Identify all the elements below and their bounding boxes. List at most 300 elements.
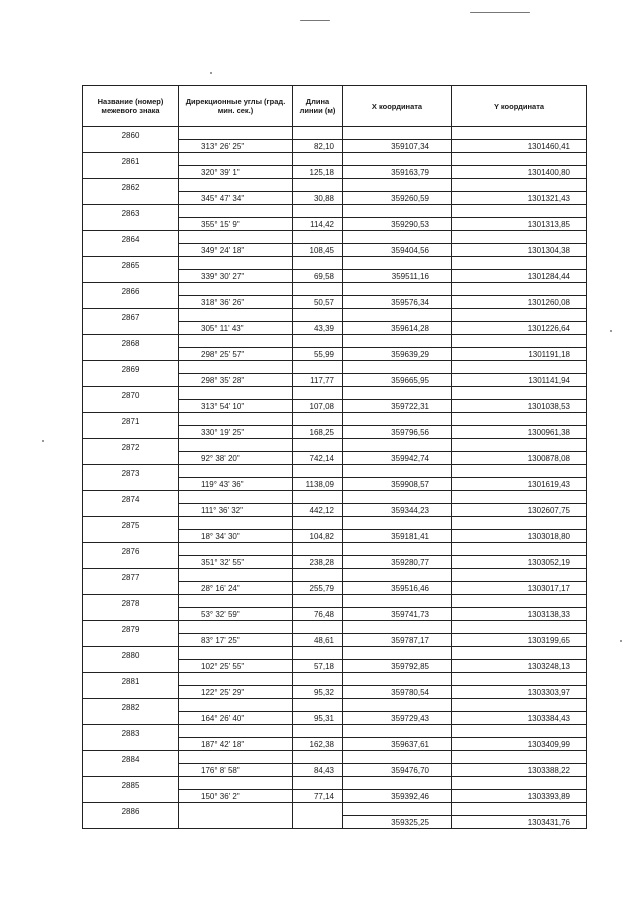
empty-cell [179,569,293,582]
table-row [83,387,587,400]
empty-cell [293,777,343,790]
mark-name-cell: 2864 [83,231,179,244]
mark-name-spacer [83,140,179,153]
mark-name-spacer [83,764,179,777]
empty-cell [343,439,452,452]
table-row [83,725,587,738]
y-coordinate-cell: 1301226,64 [452,322,587,335]
empty-cell [179,127,293,140]
table-row [83,491,587,504]
empty-cell [293,179,343,192]
segment-length-cell: 117,77 [293,374,343,387]
x-coordinate-cell: 359404,56 [343,244,452,257]
empty-cell [452,387,587,400]
segment-angle-cell: 164° 26' 40" [179,712,293,725]
x-coordinate-cell: 359107,34 [343,140,452,153]
segment-length-cell: 114,42 [293,218,343,231]
mark-name-spacer [83,322,179,335]
empty-cell [343,413,452,426]
x-coordinate-cell: 359163,79 [343,166,452,179]
table-row [83,621,587,634]
empty-cell [293,621,343,634]
empty-cell [452,725,587,738]
table-row [83,777,587,790]
empty-cell [343,283,452,296]
empty-cell [293,491,343,504]
empty-cell [343,543,452,556]
mark-name-spacer [83,348,179,361]
empty-cell [452,413,587,426]
mark-name-spacer [83,270,179,283]
segment-length-cell: 107,08 [293,400,343,413]
y-coordinate-cell: 1303017,17 [452,582,587,595]
y-coordinate-cell: 1301400,80 [452,166,587,179]
empty-cell [179,517,293,530]
x-coordinate-cell: 359942,74 [343,452,452,465]
empty-cell [343,751,452,764]
empty-cell [293,127,343,140]
y-coordinate-cell: 1303431,76 [452,816,587,829]
mark-name-cell: 2877 [83,569,179,582]
mark-name-cell: 2880 [83,647,179,660]
empty-cell [343,179,452,192]
empty-cell [343,647,452,660]
x-coordinate-cell: 359787,17 [343,634,452,647]
empty-cell [179,335,293,348]
empty-cell [343,387,452,400]
segment-angle-cell: 53° 32' 59" [179,608,293,621]
y-coordinate-cell: 1303018,80 [452,530,587,543]
empty-cell [343,335,452,348]
y-coordinate-cell: 1303248,13 [452,660,587,673]
segment-length-cell: 95,32 [293,686,343,699]
empty-cell [343,803,452,816]
empty-cell [343,491,452,504]
mark-name-cell: 2860 [83,127,179,140]
table-row [83,647,587,660]
table-row [83,283,587,296]
empty-cell [293,335,343,348]
empty-cell [452,673,587,686]
mark-name-spacer [83,192,179,205]
mark-name-spacer [83,608,179,621]
segment-angle-cell: 18° 34' 30" [179,530,293,543]
table-row [83,335,587,348]
empty-cell [179,673,293,686]
segment-angle-cell: 298° 35' 28" [179,374,293,387]
empty-cell [343,361,452,374]
empty-cell [179,816,293,829]
empty-cell [293,673,343,686]
empty-cell [343,777,452,790]
empty-cell [293,465,343,478]
empty-cell [179,751,293,764]
empty-cell [179,647,293,660]
empty-cell [452,569,587,582]
x-coordinate-cell: 359260,59 [343,192,452,205]
x-coordinate-cell: 359908,57 [343,478,452,491]
segment-length-cell: 108,45 [293,244,343,257]
empty-cell [293,543,343,556]
table-body [83,127,587,829]
empty-cell [179,803,293,816]
segment-angle-cell: 318° 36' 26" [179,296,293,309]
mark-name-spacer [83,530,179,543]
x-coordinate-cell: 359516,46 [343,582,452,595]
mark-name-cell: 2881 [83,673,179,686]
x-coordinate-cell: 359280,77 [343,556,452,569]
mark-name-cell: 2885 [83,777,179,790]
segment-length-cell: 442,12 [293,504,343,517]
table-row [83,803,587,816]
segment-length-cell: 57,18 [293,660,343,673]
x-coordinate-cell: 359614,28 [343,322,452,335]
x-coordinate-cell: 359665,95 [343,374,452,387]
mark-name-cell: 2868 [83,335,179,348]
empty-cell [452,361,587,374]
empty-cell [452,465,587,478]
empty-cell [179,439,293,452]
coordinates-table [82,85,587,829]
empty-cell [293,699,343,712]
empty-cell [452,231,587,244]
x-coordinate-cell: 359796,56 [343,426,452,439]
table-row [83,361,587,374]
mark-name-cell: 2875 [83,517,179,530]
table-row [83,699,587,712]
header-y-coordinate: Y координата [452,86,587,127]
empty-cell [343,621,452,634]
empty-cell [343,309,452,322]
table-row [83,517,587,530]
y-coordinate-cell: 1301460,41 [452,140,587,153]
y-coordinate-cell: 1300878,08 [452,452,587,465]
empty-cell [452,439,587,452]
mark-name-spacer [83,634,179,647]
segment-length-cell: 55,99 [293,348,343,361]
header-line-length: Длина линии (м) [293,86,343,127]
mark-name-spacer [83,296,179,309]
segment-angle-cell: 119° 43' 36" [179,478,293,491]
empty-cell [452,803,587,816]
mark-name-spacer [83,218,179,231]
y-coordinate-cell: 1303393,89 [452,790,587,803]
segment-angle-cell: 102° 25' 55" [179,660,293,673]
table-row [83,543,587,556]
empty-cell [293,387,343,400]
empty-cell [343,257,452,270]
table-row [83,179,587,192]
segment-length-cell: 1138,09 [293,478,343,491]
x-coordinate-cell: 359639,29 [343,348,452,361]
empty-cell [452,595,587,608]
mark-name-cell: 2876 [83,543,179,556]
table-header-row [83,86,587,127]
empty-cell [179,543,293,556]
empty-cell [179,491,293,504]
table-row [83,257,587,270]
x-coordinate-cell: 359325,25 [343,816,452,829]
segment-angle-cell: 339° 30' 27" [179,270,293,283]
y-coordinate-cell: 1303384,43 [452,712,587,725]
segment-length-cell: 30,88 [293,192,343,205]
mark-name-spacer [83,712,179,725]
table-row [83,634,587,647]
table-row [83,660,587,673]
empty-cell [179,387,293,400]
mark-name-cell: 2870 [83,387,179,400]
mark-name-cell: 2878 [83,595,179,608]
table-row [83,595,587,608]
y-coordinate-cell: 1301038,53 [452,400,587,413]
mark-name-spacer [83,582,179,595]
empty-cell [452,179,587,192]
mark-name-cell: 2873 [83,465,179,478]
x-coordinate-cell: 359511,16 [343,270,452,283]
mark-name-cell: 2882 [83,699,179,712]
table-row [83,764,587,777]
header-direction-angle: Дирекционные углы (град. мин. сек.) [179,86,293,127]
empty-cell [179,699,293,712]
table-row [83,374,587,387]
mark-name-spacer [83,504,179,517]
empty-cell [343,465,452,478]
y-coordinate-cell: 1301141,94 [452,374,587,387]
segment-angle-cell: 111° 36' 32" [179,504,293,517]
empty-cell [293,257,343,270]
empty-cell [179,153,293,166]
segment-angle-cell: 345° 47' 34" [179,192,293,205]
empty-cell [343,205,452,218]
empty-cell [452,153,587,166]
mark-name-cell: 2867 [83,309,179,322]
table-row [83,816,587,829]
empty-cell [293,153,343,166]
empty-cell [343,595,452,608]
mark-name-spacer [83,166,179,179]
table-row [83,608,587,621]
x-coordinate-cell: 359344,23 [343,504,452,517]
empty-cell [179,465,293,478]
empty-cell [343,231,452,244]
empty-cell [452,127,587,140]
table-row [83,127,587,140]
empty-cell [293,413,343,426]
y-coordinate-cell: 1303409,99 [452,738,587,751]
mark-name-cell: 2862 [83,179,179,192]
mark-name-spacer [83,244,179,257]
x-coordinate-cell: 359741,73 [343,608,452,621]
empty-cell [293,517,343,530]
empty-cell [343,153,452,166]
segment-length-cell: 95,31 [293,712,343,725]
segment-angle-cell: 349° 24' 18" [179,244,293,257]
table-row [83,452,587,465]
segment-length-cell: 48,61 [293,634,343,647]
segment-angle-cell: 83° 17' 25" [179,634,293,647]
segment-angle-cell: 351° 32' 55" [179,556,293,569]
y-coordinate-cell: 1303388,22 [452,764,587,777]
mark-name-spacer [83,816,179,829]
mark-name-spacer [83,478,179,491]
table-row [83,426,587,439]
empty-cell [293,647,343,660]
empty-cell [179,413,293,426]
table-row [83,205,587,218]
table-row [83,218,587,231]
empty-cell [343,699,452,712]
mark-name-cell: 2861 [83,153,179,166]
table-row [83,400,587,413]
empty-cell [293,595,343,608]
mark-name-spacer [83,686,179,699]
segment-length-cell: 82,10 [293,140,343,153]
segment-length-cell: 104,82 [293,530,343,543]
x-coordinate-cell: 359792,85 [343,660,452,673]
empty-cell [343,673,452,686]
x-coordinate-cell: 359290,53 [343,218,452,231]
table-row [83,673,587,686]
table-row [83,322,587,335]
mark-name-cell: 2869 [83,361,179,374]
segment-angle-cell: 305° 11' 43" [179,322,293,335]
empty-cell [179,309,293,322]
empty-cell [179,257,293,270]
segment-length-cell: 168,25 [293,426,343,439]
mark-name-cell: 2886 [83,803,179,816]
empty-cell [179,777,293,790]
y-coordinate-cell: 1301619,43 [452,478,587,491]
mark-name-spacer [83,426,179,439]
segment-length-cell: 255,79 [293,582,343,595]
segment-angle-cell: 92° 38' 20" [179,452,293,465]
table-row [83,166,587,179]
empty-cell [452,621,587,634]
table-row [83,465,587,478]
table-row [83,530,587,543]
table-row [83,712,587,725]
segment-length-cell: 50,57 [293,296,343,309]
y-coordinate-cell: 1303138,33 [452,608,587,621]
empty-cell [293,231,343,244]
table-row [83,439,587,452]
empty-cell [293,439,343,452]
segment-angle-cell: 28° 16' 24" [179,582,293,595]
segment-angle-cell: 313° 26' 25" [179,140,293,153]
empty-cell [452,205,587,218]
empty-cell [293,283,343,296]
table-row [83,790,587,803]
mark-name-spacer [83,790,179,803]
empty-cell [179,621,293,634]
table-row [83,153,587,166]
empty-cell [343,725,452,738]
segment-length-cell: 77,14 [293,790,343,803]
empty-cell [452,517,587,530]
empty-cell [452,777,587,790]
x-coordinate-cell: 359722,31 [343,400,452,413]
empty-cell [452,309,587,322]
empty-cell [452,491,587,504]
segment-length-cell: 162,38 [293,738,343,751]
header-mark-name: Название (номер) межевого знака [83,86,179,127]
segment-length-cell: 43,39 [293,322,343,335]
x-coordinate-cell: 359476,70 [343,764,452,777]
header-x-coordinate: X координата [343,86,452,127]
table-row [83,296,587,309]
empty-cell [179,595,293,608]
y-coordinate-cell: 1303303,97 [452,686,587,699]
segment-angle-cell: 176° 8' 58" [179,764,293,777]
empty-cell [293,803,343,816]
mark-name-cell: 2884 [83,751,179,764]
mark-name-cell: 2866 [83,283,179,296]
empty-cell [452,751,587,764]
mark-name-spacer [83,400,179,413]
empty-cell [452,283,587,296]
mark-name-spacer [83,660,179,673]
y-coordinate-cell: 1301304,38 [452,244,587,257]
empty-cell [179,205,293,218]
empty-cell [343,569,452,582]
y-coordinate-cell: 1300961,38 [452,426,587,439]
x-coordinate-cell: 359729,43 [343,712,452,725]
mark-name-cell: 2863 [83,205,179,218]
mark-name-spacer [83,556,179,569]
mark-name-spacer [83,738,179,751]
table-row [83,478,587,491]
table-row [83,348,587,361]
segment-angle-cell: 320° 39' 1" [179,166,293,179]
segment-length-cell: 84,43 [293,764,343,777]
table-row [83,751,587,764]
mark-name-cell: 2865 [83,257,179,270]
empty-cell [293,205,343,218]
empty-cell [179,231,293,244]
segment-angle-cell: 122° 25' 29" [179,686,293,699]
empty-cell [293,751,343,764]
table-row [83,244,587,257]
table-row [83,231,587,244]
segment-length-cell: 76,48 [293,608,343,621]
empty-cell [343,517,452,530]
segment-angle-cell: 330° 19' 25" [179,426,293,439]
empty-cell [179,283,293,296]
empty-cell [293,569,343,582]
y-coordinate-cell: 1303052,19 [452,556,587,569]
segment-angle-cell: 187° 42' 18" [179,738,293,751]
mark-name-cell: 2874 [83,491,179,504]
y-coordinate-cell: 1301191,18 [452,348,587,361]
table-row [83,504,587,517]
table-row [83,582,587,595]
x-coordinate-cell: 359392,46 [343,790,452,803]
mark-name-spacer [83,374,179,387]
y-coordinate-cell: 1303199,65 [452,634,587,647]
y-coordinate-cell: 1302607,75 [452,504,587,517]
empty-cell [452,647,587,660]
y-coordinate-cell: 1301313,85 [452,218,587,231]
segment-angle-cell: 150° 36' 2" [179,790,293,803]
empty-cell [179,725,293,738]
segment-length-cell: 69,58 [293,270,343,283]
segment-length-cell: 742,14 [293,452,343,465]
empty-cell [343,127,452,140]
x-coordinate-cell: 359780,54 [343,686,452,699]
empty-cell [293,725,343,738]
empty-cell [452,335,587,348]
empty-cell [179,361,293,374]
